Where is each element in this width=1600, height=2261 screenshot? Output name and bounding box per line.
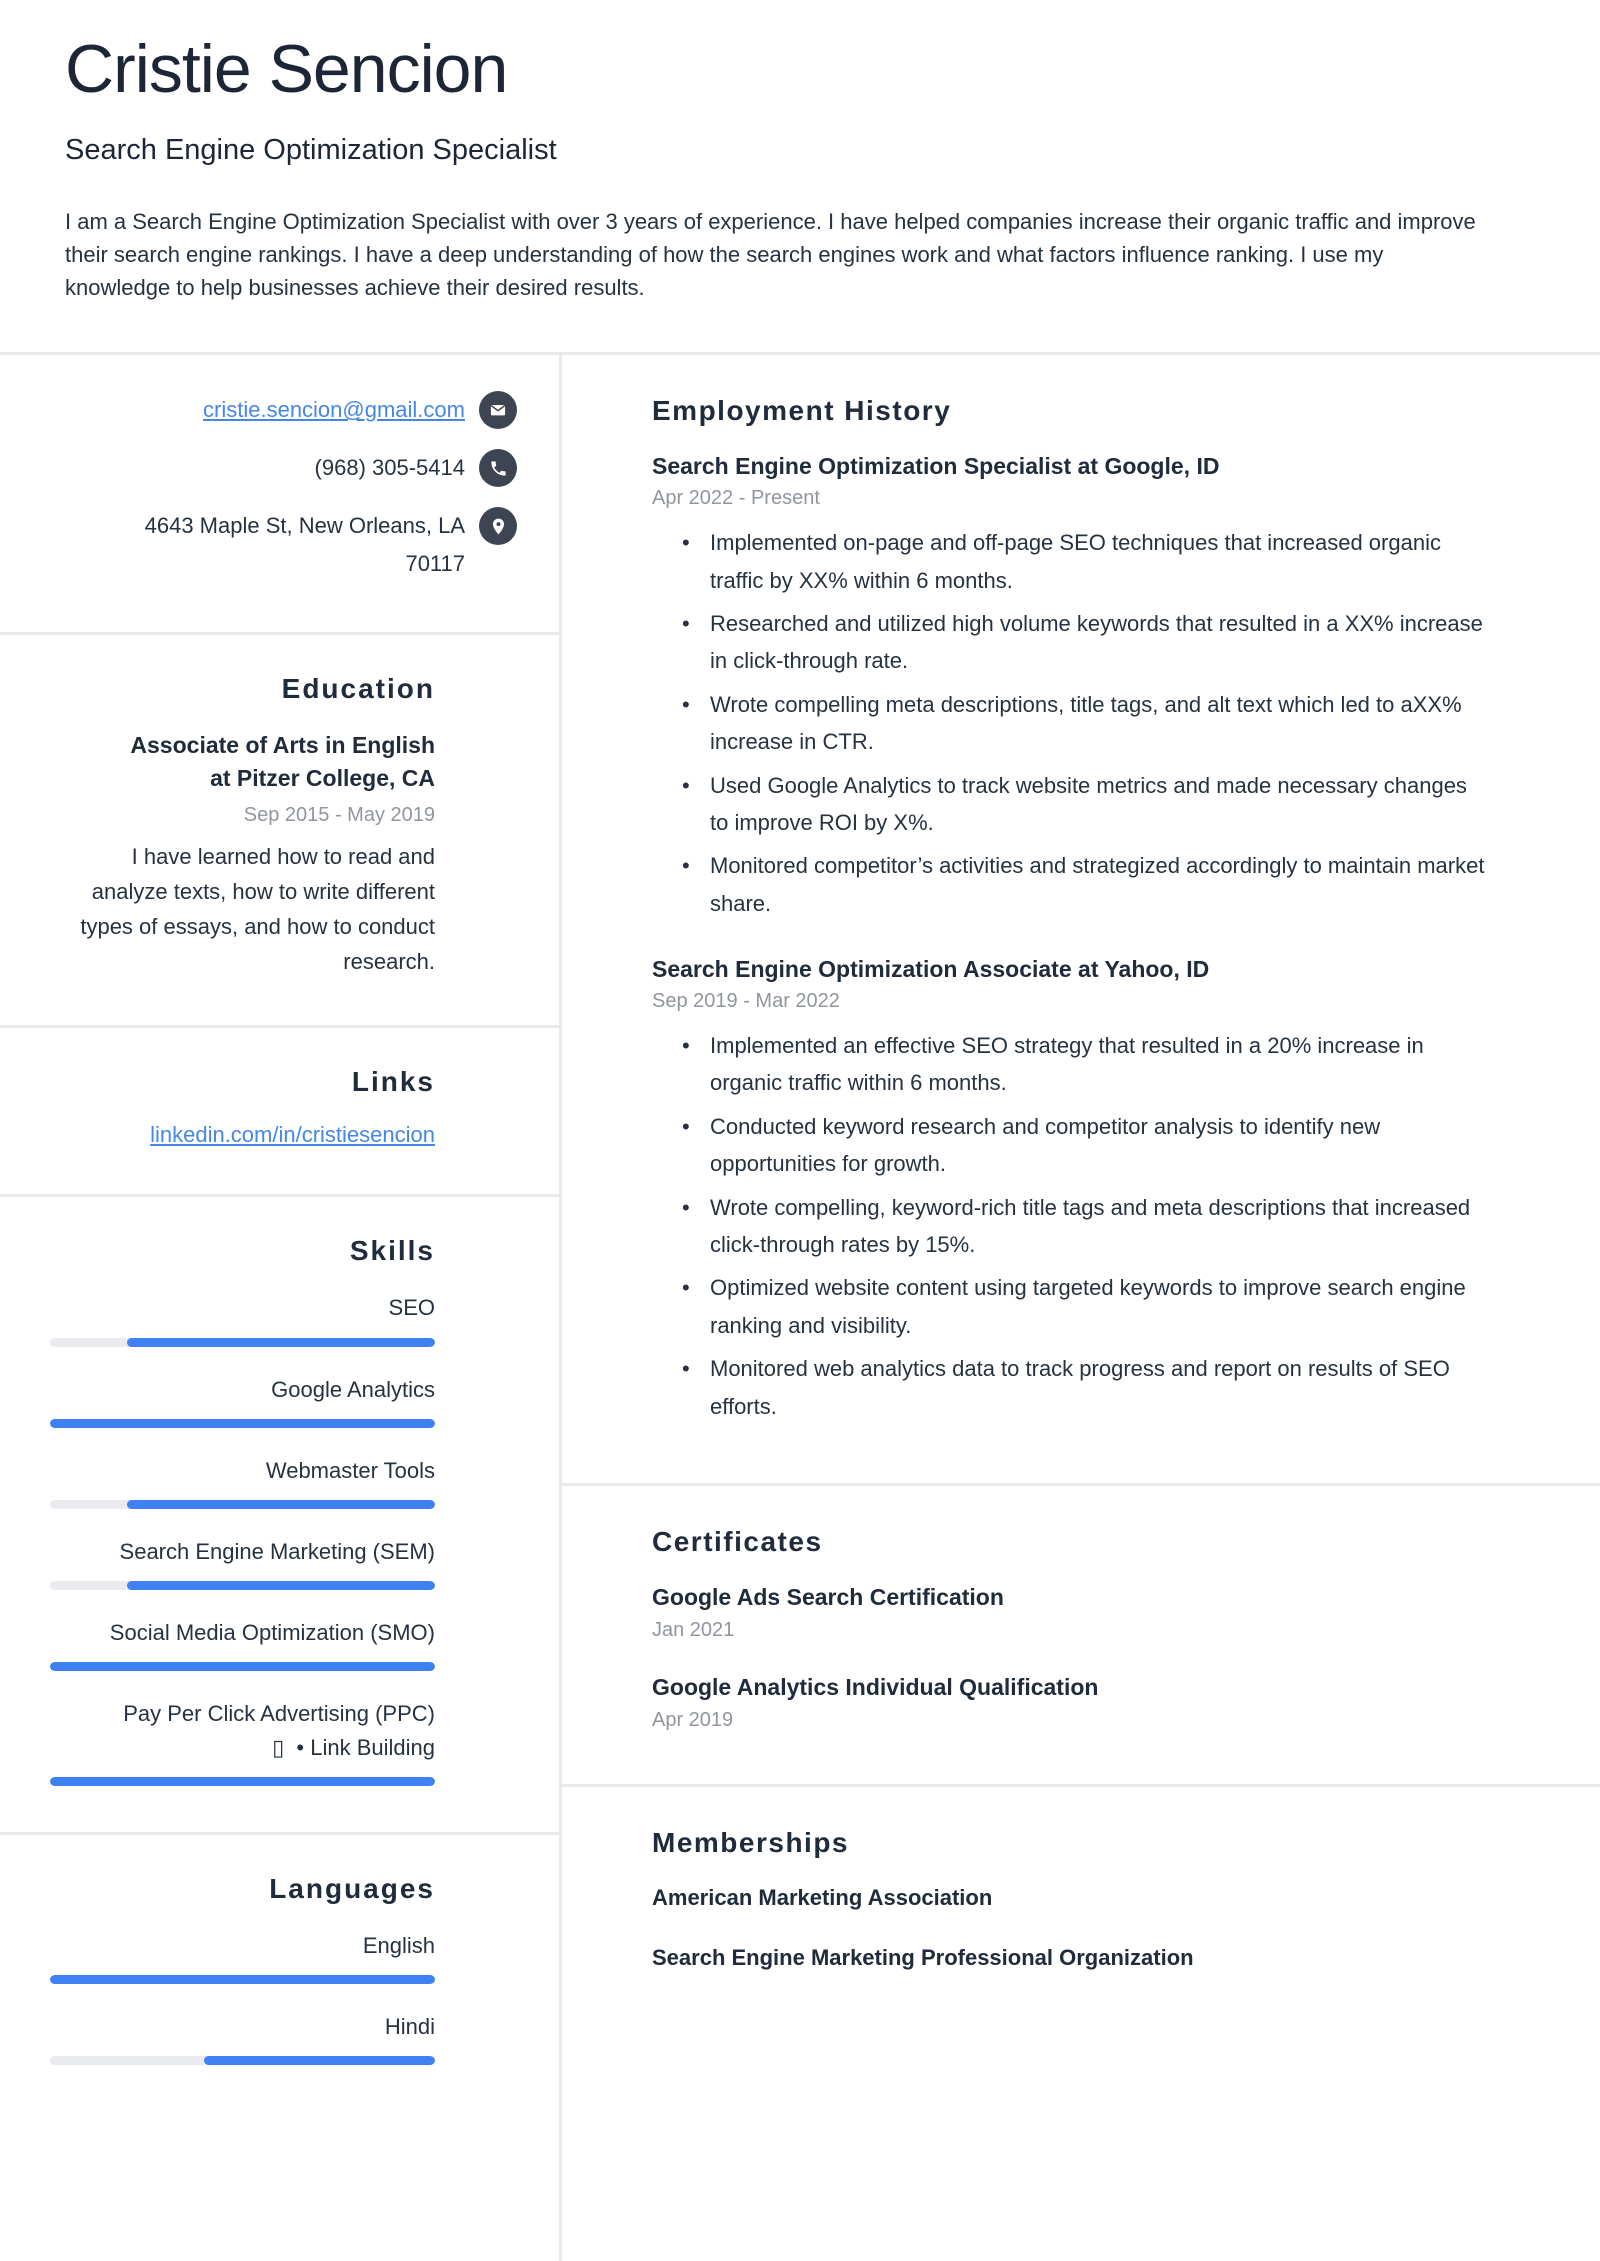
education-heading: Education	[281, 672, 435, 704]
job-bullet: • Wrote compelling, keyword-rich title tags and meta descriptions that increased click-through rates by 15%.	[652, 1189, 1490, 1264]
skill-bar	[50, 1662, 435, 1671]
certificate-date: Apr 2019	[652, 1709, 734, 1731]
certificate-item	[652, 1674, 1490, 1732]
phone-icon	[479, 449, 517, 487]
employment-heading: Employment History	[652, 395, 952, 427]
skill-bar-fill	[50, 1777, 435, 1786]
education-description: I have learned how to read and analyze texts, how to write different types of essays, and how to conduct research.	[80, 843, 435, 975]
links-section	[0, 1028, 559, 1197]
skill-label: SEO	[388, 1295, 435, 1321]
memberships-section	[562, 1787, 1600, 2261]
education-degree	[50, 729, 435, 796]
location-pin-icon	[479, 507, 517, 545]
contact-section	[0, 355, 559, 635]
skill-label-line1: Pay Per Click Advertising (PPC)	[123, 1700, 435, 1726]
resume-body	[0, 355, 1600, 2261]
contact-row-phone	[50, 449, 517, 487]
skills-heading: Skills	[349, 1235, 435, 1267]
address-line1: 4643 Maple St, New Orleans, LA	[144, 513, 465, 539]
skill-bar-fill	[50, 1662, 435, 1671]
job-bullet-list	[652, 1027, 1490, 1425]
job-bullet: • Monitored competitor’s activities and strategized accordingly to maintain market share.	[652, 847, 1490, 922]
certificates-heading: Certificates	[652, 1526, 823, 1557]
language-item	[50, 1929, 435, 1984]
education-section	[0, 635, 559, 1028]
profile-summary: I am a Search Engine Optimization Specialist with over 3 years of experience. I have helped companies increase their organic traffic and improve their search engine rankings. I have a deep understanding of how the search engines work and what factors influence ranking. I use my knowledge to help businesses achieve their desired results.	[65, 209, 1476, 301]
certificate-title: Google Analytics Individual Qualification	[652, 1674, 1099, 1700]
job-bullet: • Conducted keyword research and competitor analysis to identify new opportunities for growth.	[652, 1108, 1490, 1183]
address-line2: 70117	[405, 550, 465, 576]
certificate-title: Google Ads Search Certification	[652, 1584, 1004, 1610]
phone-number: (968) 305-5414	[314, 455, 465, 481]
person-job-title: Search Engine Optimization Specialist	[65, 134, 557, 167]
language-bar-fill	[50, 1975, 435, 1984]
skill-bar	[50, 1777, 435, 1786]
membership-item: Search Engine Marketing Professional Organization	[652, 1945, 1194, 1970]
job-bullet: • Optimized website content using targeted keywords to improve search engine ranking and visibility.	[652, 1269, 1490, 1344]
linkedin-link[interactable]: linkedin.com/in/cristiesencion	[150, 1122, 435, 1148]
skill-label-line2: ▯ • Link Building	[272, 1734, 435, 1760]
sidebar	[0, 355, 562, 2261]
education-dates: Sep 2015 - May 2019	[243, 803, 435, 826]
membership-item: American Marketing Association	[652, 1885, 993, 1910]
language-item	[50, 2010, 435, 2065]
job-entry	[652, 956, 1490, 1425]
languages-heading: Languages	[269, 1873, 435, 1905]
email-icon	[479, 391, 517, 429]
degree-line2: at Pitzer College, CA	[210, 765, 435, 792]
skill-bar-fill	[127, 1581, 435, 1590]
certificate-item	[652, 1584, 1490, 1642]
job-bullet: • Researched and utilized high volume keywords that resulted in a XX% increase in click-through rate.	[652, 605, 1490, 680]
job-bullet: • Monitored web analytics data to track progress and report on results of SEO efforts.	[652, 1350, 1490, 1425]
language-label: English	[362, 1933, 435, 1959]
links-heading: Links	[351, 1066, 435, 1098]
skill-item	[50, 1373, 435, 1428]
skill-bar-fill	[50, 1419, 435, 1428]
skill-bar	[50, 1338, 435, 1347]
job-title: Search Engine Optimization Specialist at Google, ID	[652, 453, 1220, 480]
skill-bar	[50, 1581, 435, 1590]
skill-bar-fill	[127, 1500, 435, 1509]
email-link[interactable]: cristie.sencion@gmail.com	[203, 397, 465, 423]
language-bar	[50, 1975, 435, 1984]
job-bullet: • Wrote compelling meta descriptions, title tags, and alt text which led to aXX% increase in CTR.	[652, 686, 1490, 761]
job-bullet: • Implemented on-page and off-page SEO techniques that increased organic traffic by XX% within 6 months.	[652, 524, 1490, 599]
job-bullet: • Used Google Analytics to track website metrics and made necessary changes to improve ROI by X%.	[652, 767, 1490, 842]
skill-label: Social Media Optimization (SMO)	[109, 1619, 435, 1645]
certificates-section	[562, 1486, 1600, 1787]
address-text	[145, 507, 465, 582]
resume-header	[0, 0, 1600, 355]
skill-label: Google Analytics	[271, 1376, 435, 1402]
job-dates: Sep 2019 - Mar 2022	[652, 990, 840, 1013]
skill-item	[50, 1697, 435, 1786]
contact-row-address	[50, 507, 517, 582]
skill-item	[50, 1616, 435, 1671]
language-label: Hindi	[384, 2014, 435, 2040]
person-name: Cristie Sencion	[65, 31, 508, 107]
skill-bar-fill	[127, 1338, 435, 1347]
main-column	[562, 355, 1600, 2261]
job-entry	[652, 453, 1490, 922]
skill-bar	[50, 1419, 435, 1428]
skills-section	[0, 1197, 559, 1835]
skill-item	[50, 1291, 435, 1346]
degree-line1: Associate of Arts in English	[130, 731, 435, 758]
skill-item	[50, 1454, 435, 1509]
skill-label: Webmaster Tools	[265, 1457, 435, 1483]
employment-section	[562, 355, 1600, 1486]
job-bullet: • Implemented an effective SEO strategy that resulted in a 20% increase in organic traffic within 6 months.	[652, 1027, 1490, 1102]
memberships-heading: Memberships	[652, 1827, 849, 1858]
job-title: Search Engine Optimization Associate at Yahoo, ID	[652, 956, 1210, 983]
skill-label	[50, 1697, 435, 1765]
job-bullet-list	[652, 524, 1490, 922]
skill-item	[50, 1535, 435, 1590]
languages-section	[0, 1835, 559, 2261]
language-bar-fill	[204, 2056, 435, 2065]
certificate-date: Jan 2021	[652, 1619, 735, 1641]
language-bar	[50, 2056, 435, 2065]
skill-label: Search Engine Marketing (SEM)	[119, 1538, 435, 1564]
job-dates: Apr 2022 - Present	[652, 487, 820, 510]
contact-row-email	[50, 391, 517, 429]
skill-bar	[50, 1500, 435, 1509]
